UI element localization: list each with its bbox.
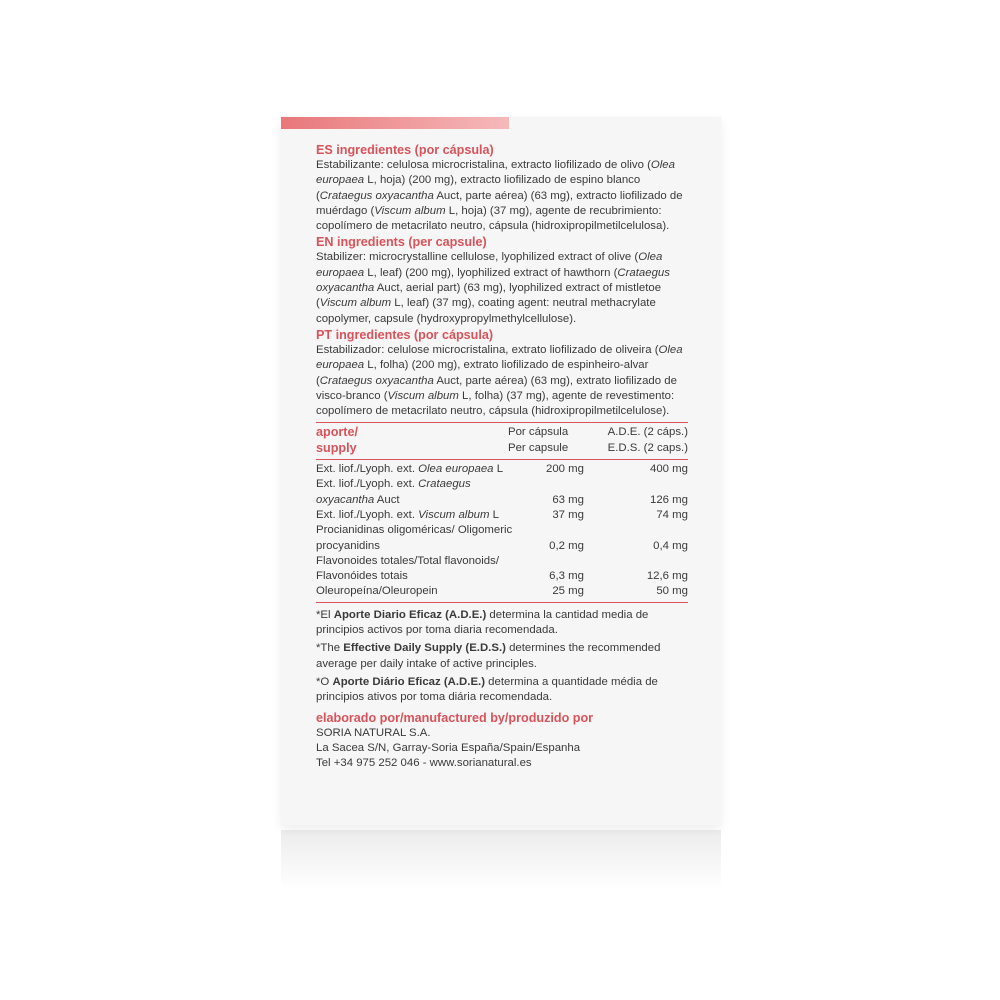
manufacturer-name: SORIA NATURAL S.A. bbox=[316, 726, 431, 739]
supply-table bbox=[316, 422, 688, 602]
row-per-capsule: 25 mg bbox=[552, 585, 584, 598]
row-daily: 126 mg bbox=[650, 493, 688, 506]
pt-section bbox=[316, 327, 688, 419]
manufacturer-info bbox=[316, 710, 688, 772]
footnote-es: *El Aporte Diario Eficaz (A.D.E.) determina la cantidad media de principios activos por toma diaria recomendada. bbox=[316, 608, 649, 637]
per-capsule-header: Por cápsula Per capsule bbox=[508, 426, 569, 454]
pt-heading: PT ingredientes (por cápsula) bbox=[316, 327, 494, 342]
row-daily: 400 mg bbox=[650, 463, 688, 476]
row-daily: 12,6 mg bbox=[646, 570, 688, 583]
row-name: Ext. liof./Lyoph. ext. Olea europaea L bbox=[316, 463, 504, 476]
manufacturer-address: La Sacea S/N, Garray-Soria España/Spain/Espanha bbox=[316, 741, 581, 754]
row-name: Procianidinas oligoméricas/ Oligomeric procyanidins bbox=[316, 524, 513, 552]
supply-table-header bbox=[316, 423, 688, 460]
row-per-capsule: 200 mg bbox=[546, 463, 584, 476]
box-reflection bbox=[281, 830, 721, 890]
row-name: Flavonoides totales/Total flavonoids/ Flavonóides totais bbox=[316, 554, 499, 583]
table-row bbox=[316, 477, 688, 508]
row-daily: 50 mg bbox=[656, 585, 688, 598]
manufacturer-contact: Tel +34 975 252 046 - www.sorianatural.es bbox=[316, 757, 532, 770]
row-daily: 74 mg bbox=[656, 508, 688, 521]
en-heading: EN ingredients (per capsule) bbox=[316, 235, 487, 250]
row-per-capsule: 0,2 mg bbox=[549, 539, 584, 552]
pt-ingredients: Estabilizador: celulose microcristalina, extrato liofilizado de oliveira (Olea europaea L, folha) (200 mg), extrato liofilizado de espinheiro-alvar (Crataegus oxyacantha Auct, parte aérea) (63 mg), extrato liofilizado de visco-branco (Viscum album L, folha) (37 mg), agente de revestimento: copolímero de metacrilato neutro, cápsula (hidroxipropilmetilcelulose). bbox=[316, 343, 683, 418]
table-row bbox=[316, 554, 688, 585]
row-per-capsule: 37 mg bbox=[552, 508, 584, 521]
es-heading: ES ingredientes (por cápsula) bbox=[316, 143, 494, 157]
table-row bbox=[316, 462, 688, 477]
table-row bbox=[316, 584, 688, 599]
row-name: Oleuropeína/Oleuropein bbox=[316, 585, 438, 598]
table-row bbox=[316, 523, 688, 554]
supply-label: aporte/ supply bbox=[316, 425, 358, 455]
footnote-en: *The Effective Daily Supply (E.D.S.) determines the recommended average per daily intake of active principles. bbox=[316, 642, 661, 670]
row-name: Ext. liof./Lyoph. ext. Viscum album L bbox=[316, 508, 499, 521]
manufacturer-heading: elaborado por/manufactured by/produzido por bbox=[316, 710, 594, 725]
row-per-capsule: 6,3 mg bbox=[549, 570, 584, 583]
footnotes bbox=[316, 608, 688, 706]
supply-table-body bbox=[316, 460, 688, 603]
label-content bbox=[316, 142, 688, 771]
es-ingredients: Estabilizante: celulosa microcristalina, extracto liofilizado de olivo (Olea europaea L, hoja) (200 mg), extracto liofilizado de espino blanco (Crataegus oxyacantha Auct, parte aérea) (63 mg), extracto liofilizado de muérdago (Viscum album L, hoja) (37 mg), agente de recubrimiento: copolímero de metacrilato neutro, cápsula (hidroxipropilmetilcelulosa). bbox=[316, 159, 683, 233]
table-row bbox=[316, 508, 688, 523]
en-ingredients: Stabilizer: microcrystalline cellulose, lyophilized extract of olive (Olea europaea L, leaf) (200 mg), lyophilized extract of hawthorn (Crataegus oxyacantha Auct, aerial part) (63 mg), lyophilized extract of mistletoe (Viscum album L, leaf) (37 mg), coating agent: neutral methacrylate copolymer, capsule (hydroxypropylmethylcellulose). bbox=[316, 251, 670, 325]
daily-supply-header: A.D.E. (2 cáps.) E.D.S. (2 caps.) bbox=[607, 426, 688, 454]
row-name: Ext. liof./Lyoph. ext. Crataegus oxyacantha Auct bbox=[316, 478, 471, 506]
en-section bbox=[316, 234, 688, 326]
es-section bbox=[316, 142, 688, 234]
footnote-pt: *O Aporte Diário Eficaz (A.D.E.) determina a quantidade média de principios ativos por toma diária recomendada. bbox=[316, 675, 658, 704]
row-daily: 0,4 mg bbox=[653, 539, 688, 552]
row-per-capsule: 63 mg bbox=[552, 493, 584, 506]
